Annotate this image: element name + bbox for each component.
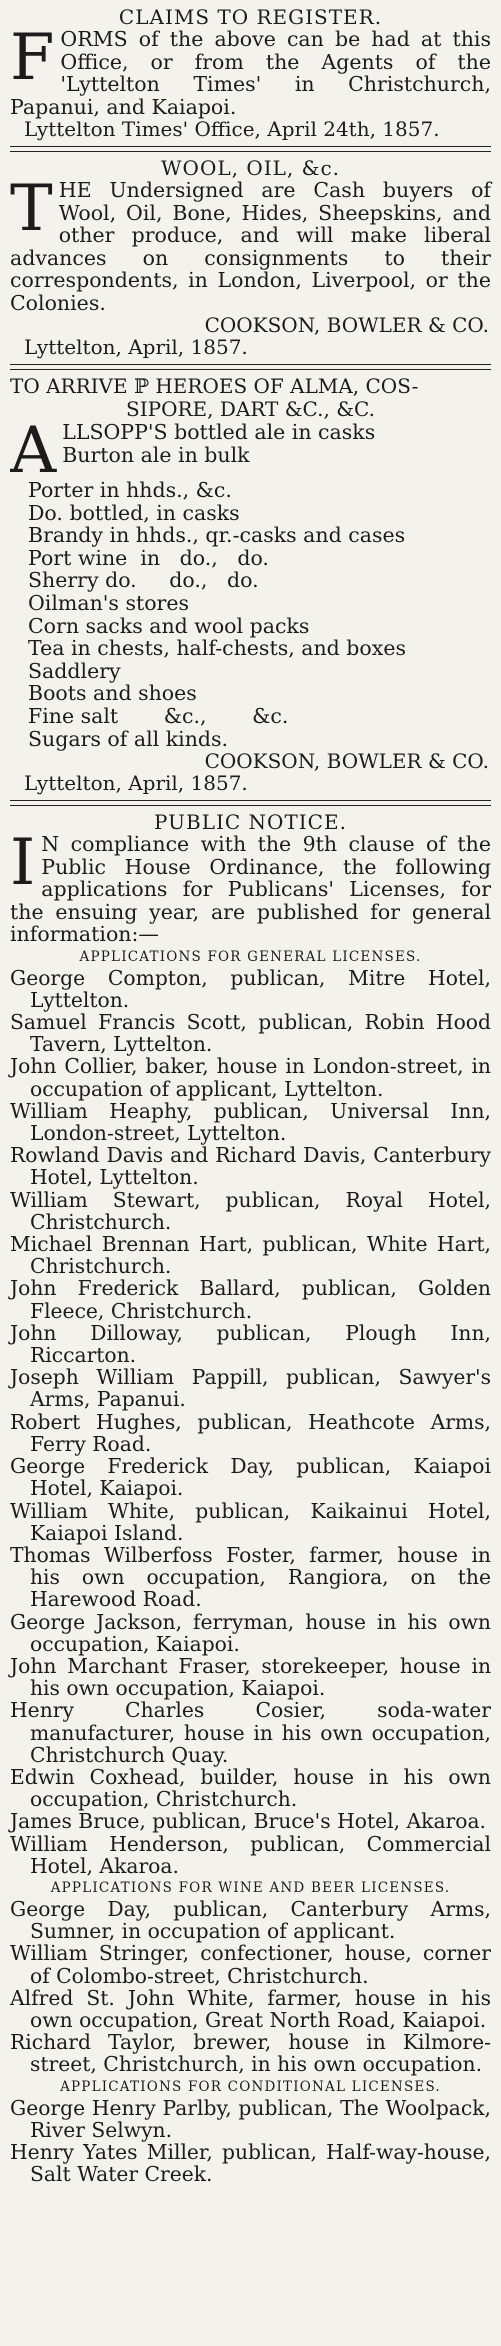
claims-signoff: Lyttelton Times' Office, April 24th, 1857. bbox=[24, 117, 440, 141]
claims-body-text: ORMS of the above can be had at this Office, or from the Agents of the 'Lyttelton Times' in Christchurch, Papanui, and Kaiapoi. bbox=[10, 27, 491, 119]
application-entry: Samuel Francis Scott, publican, Robin Hood Tavern, Lyttelton. bbox=[10, 1010, 491, 1057]
list-item: Port wine in do., do. bbox=[28, 545, 269, 570]
application-entry: Michael Brennan Hart, publican, White Hart, Christchurch. bbox=[10, 1232, 491, 1279]
list-item: Fine salt &c., &c. bbox=[28, 703, 289, 728]
list-item: Tea in chests, half-chests, and boxes bbox=[28, 636, 406, 661]
application-entry: William Stewart, publican, Royal Hotel, Christchurch. bbox=[10, 1187, 491, 1234]
list-item: Sugars of all kinds. bbox=[28, 726, 229, 751]
application-entry: John Frederick Ballard, publican, Golden Fleece, Christchurch. bbox=[10, 1276, 491, 1323]
arrive-title-line1: TO ARRIVE ℙ HEROES OF ALMA, COS- bbox=[10, 374, 419, 398]
arrive-dropcap: A bbox=[10, 421, 57, 479]
application-entry: Alfred St. John White, farmer, house in his own occupation, Great North Road, Kaiapoi. bbox=[10, 1985, 491, 2032]
application-entry: Thomas Wilberfoss Foster, farmer, house in his own occupation, Rangiora, on the Harewood Road. bbox=[10, 1542, 491, 1612]
wool-place-date: Lyttelton, April, 1857. bbox=[24, 335, 248, 359]
notice-body bbox=[10, 826, 491, 947]
claims-title: CLAIMS TO REGISTER. bbox=[118, 5, 383, 29]
application-entry: George Frederick Day, publican, Kaiapoi Hotel, Kaiapoi. bbox=[10, 1454, 491, 1501]
wool-body-text: HE Undersigned are Cash buyers of Wool, Oil, Bone, Hides, Sheepskins, and other produce, and will make liberal advances on consignments to their correspondents, in London, Liverpool, or the Colonies. bbox=[10, 178, 491, 315]
arrive-lead-1: LLSOPP'S bottled ale in casks bbox=[62, 421, 376, 444]
wool-title: WOOL, OIL, &c. bbox=[161, 156, 340, 180]
wool-firm: COOKSON, BOWLER & CO. bbox=[204, 313, 489, 337]
arrive-item-list bbox=[10, 479, 491, 750]
notice-body-text: N compliance with the 9th clause of the Public House Ordinance, the following applications for Publicans' Licenses, for the ensuing year, are published for general information:— bbox=[10, 832, 491, 947]
arrive-firm: COOKSON, BOWLER & CO. bbox=[204, 749, 489, 774]
claims-advert bbox=[10, 6, 491, 140]
wool-dropcap: T bbox=[10, 172, 53, 246]
arrive-title-line2: SIPORE, DART &C., &C. bbox=[126, 397, 375, 421]
list-item: Brandy in hhds., qr.-casks and cases bbox=[28, 523, 406, 548]
application-entry: Richard Taylor, brewer, house in Kilmore-street, Christchurch, in his own occupation. bbox=[10, 2030, 491, 2077]
list-item: Oilman's stores bbox=[28, 590, 190, 615]
conditional-licenses-list bbox=[10, 2097, 491, 2186]
general-licenses-header: APPLICATIONS FOR GENERAL LICENSES. bbox=[79, 948, 422, 965]
list-item: Porter in hhds., &c. bbox=[28, 478, 232, 502]
general-licenses-list bbox=[10, 967, 491, 1877]
notice-dropcap: I bbox=[10, 826, 36, 901]
application-entry: Edwin Coxhead, builder, house in his own occupation, Christchurch. bbox=[10, 1764, 491, 1812]
list-item: Corn sacks and wool packs bbox=[28, 613, 310, 638]
section-divider bbox=[10, 364, 491, 370]
list-item: Sherry do. do., do. bbox=[28, 568, 259, 593]
application-entry: Henry Charles Cosier, soda-water manufacturer, house in his own occupation, Christchurch Quay. bbox=[10, 1698, 491, 1767]
application-entry: Robert Hughes, publican, Heathcote Arms, Ferry Road. bbox=[10, 1409, 491, 1456]
application-entry: John Marchant Fraser, storekeeper, house in his own occupation, Kaiapoi. bbox=[10, 1653, 491, 1701]
wine-licenses-header: APPLICATIONS FOR WINE AND BEER LICENSES. bbox=[50, 1879, 451, 1896]
application-entry: James Bruce, publican, Bruce's Hotel, Akaroa. bbox=[10, 1809, 486, 1834]
application-entry: George Jackson, ferryman, house in his own occupation, Kaiapoi. bbox=[10, 1609, 491, 1656]
application-entry: William White, publican, Kaikainui Hotel, Kaiapoi Island. bbox=[10, 1498, 491, 1545]
arrive-lead-2: Burton ale in bulk bbox=[62, 442, 250, 467]
list-item: Do. bottled, in casks bbox=[28, 500, 240, 525]
list-item: Saddlery bbox=[28, 658, 121, 683]
claims-dropcap: F bbox=[10, 21, 55, 95]
application-entry: John Collier, baker, house in London-street, in occupation of applicant, Lyttelton. bbox=[10, 1054, 491, 1101]
application-entry: John Dilloway, publican, Plough Inn, Riccarton. bbox=[10, 1320, 491, 1368]
arrive-advert bbox=[10, 375, 491, 794]
claims-body bbox=[10, 21, 491, 119]
conditional-licenses-header: APPLICATIONS FOR CONDITIONAL LICENSES. bbox=[60, 2078, 441, 2095]
application-entry: William Heaphy, publican, Universal Inn, London-street, Lyttelton. bbox=[10, 1098, 491, 1146]
list-item: Boots and shoes bbox=[28, 681, 197, 706]
wool-advert bbox=[10, 157, 491, 358]
public-notice bbox=[10, 811, 491, 2185]
application-entry: George Henry Parlby, publican, The Woolpack, River Selwyn. bbox=[10, 2095, 491, 2142]
notice-title: PUBLIC NOTICE. bbox=[154, 810, 347, 835]
wool-body bbox=[10, 172, 491, 315]
application-entry: George Day, publican, Canterbury Arms, Sumner, in occupation of applicant. bbox=[10, 1896, 491, 1944]
application-entry: George Compton, publican, Mitre Hotel, Lyttelton. bbox=[10, 965, 491, 1012]
wine-licenses-list bbox=[10, 1898, 491, 2076]
arrive-place-date: Lyttelton, April, 1857. bbox=[24, 771, 248, 796]
section-divider bbox=[10, 800, 491, 806]
application-entry: Joseph William Pappill, publican, Sawyer's Arms, Papanui. bbox=[10, 1365, 491, 1412]
application-entry: Rowland Davis and Richard Davis, Canterbury Hotel, Lyttelton. bbox=[10, 1143, 491, 1190]
application-entry: Henry Yates Miller, publican, Half-way-house, Salt Water Creek. bbox=[10, 2139, 491, 2187]
application-entry: William Stringer, confectioner, house, corner of Colombo-street, Christchurch. bbox=[10, 1941, 491, 1988]
section-divider bbox=[10, 146, 491, 152]
arrive-lead bbox=[10, 421, 491, 479]
application-entry: William Henderson, publican, Commercial Hotel, Akaroa. bbox=[10, 1831, 491, 1878]
